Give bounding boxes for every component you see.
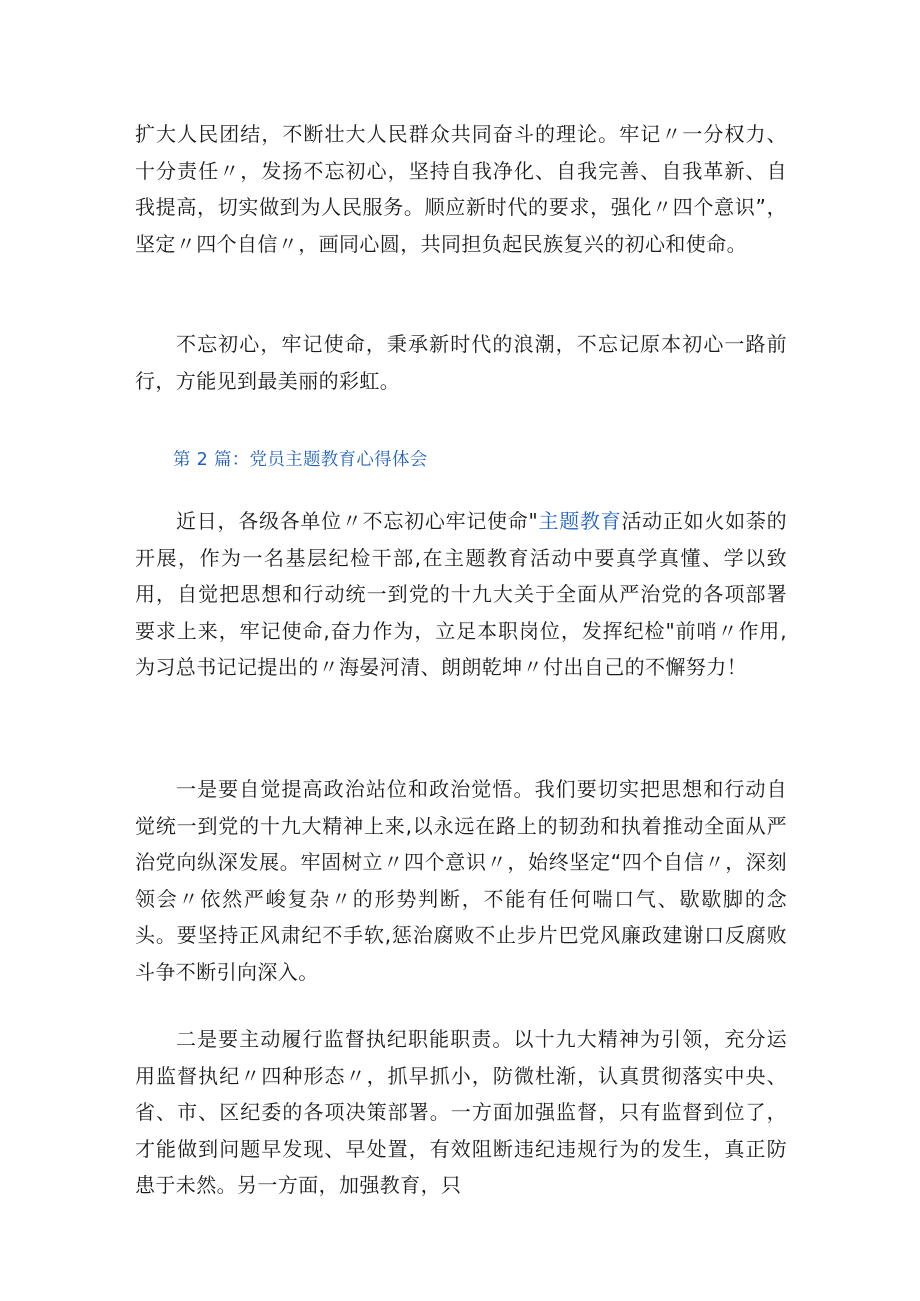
section-heading: 第 2 篇：党员主题教育心得体会 xyxy=(173,450,428,470)
paragraph-original-aspiration: 不忘初心，牢记使命，秉承新时代的浪潮，不忘记原本初心一路前行，方能见到最美丽的彩虹。 xyxy=(135,332,787,393)
paragraph-party-unity: 扩大人民团结，不断壮大人民群众共同奋斗的理论。牢记〃一分权力、十分责任〃，发扬不忘初心，坚持自我净化、自我完善、自我革新、自我提高，切实做到为人民服务。顺应新时代的要求，强化〃四个意识”，坚定〃四个自信〃，画同心圆，共同担负起民族复兴的初心和使命。 xyxy=(135,122,787,256)
theme-education-link[interactable]: 主题教育 xyxy=(538,509,622,533)
paragraph-political-awareness: 一是要自觉提高政治站位和政治觉悟。我们要切实把思想和行动自觉统一到党的十九大精神上来,以永远在路上的韧劲和执着推动全面从严治党向纵深发展。牢固树立〃四个意识〃，始终坚定“四个自信〃，深刻领会〃依然严峻复杂〃的形势判断，不能有任何喘口气、歇歇脚的念头。要坚持正风肃纪不手软,惩治腐败不止步片巴党风廉政建谢口反腐败斗争不断引向深入。 xyxy=(135,777,787,984)
paragraph-text-start: 近日，各级各单位〃不忘初心牢记使命" xyxy=(176,509,539,533)
paragraph-supervision-duties: 二是要主动履行监督执纪职能职责。以十九大精神为引领，充分运用监督执纪〃四种形态〃，抓早抓小，防微杜渐，认真贯彻落实中央、省、市、区纪委的各项决策部署。一方面加强监督，只有监督到位了，才能做到问题早发现、早处置，有效阻断违纪违规行为的发生，真正防患于未然。另一方面，加强教育，只 xyxy=(135,1027,787,1197)
paragraph-recent-education xyxy=(135,503,787,686)
paragraph-text-end: 活动正如火如荼的开展，作为一名基层纪检干部,在主题教育活动中要真学真懂、学以致用，自觉把思想和行动统一到党的十九大关于全面从严治党的各项部署要求上来，牢记使命,奋力作为，立足本职岗位，发挥纪检"前哨〃作用,为习总书记记提出的〃海晏河清、朗朗乾坤〃付出自己的不懈努力！ xyxy=(135,509,787,679)
